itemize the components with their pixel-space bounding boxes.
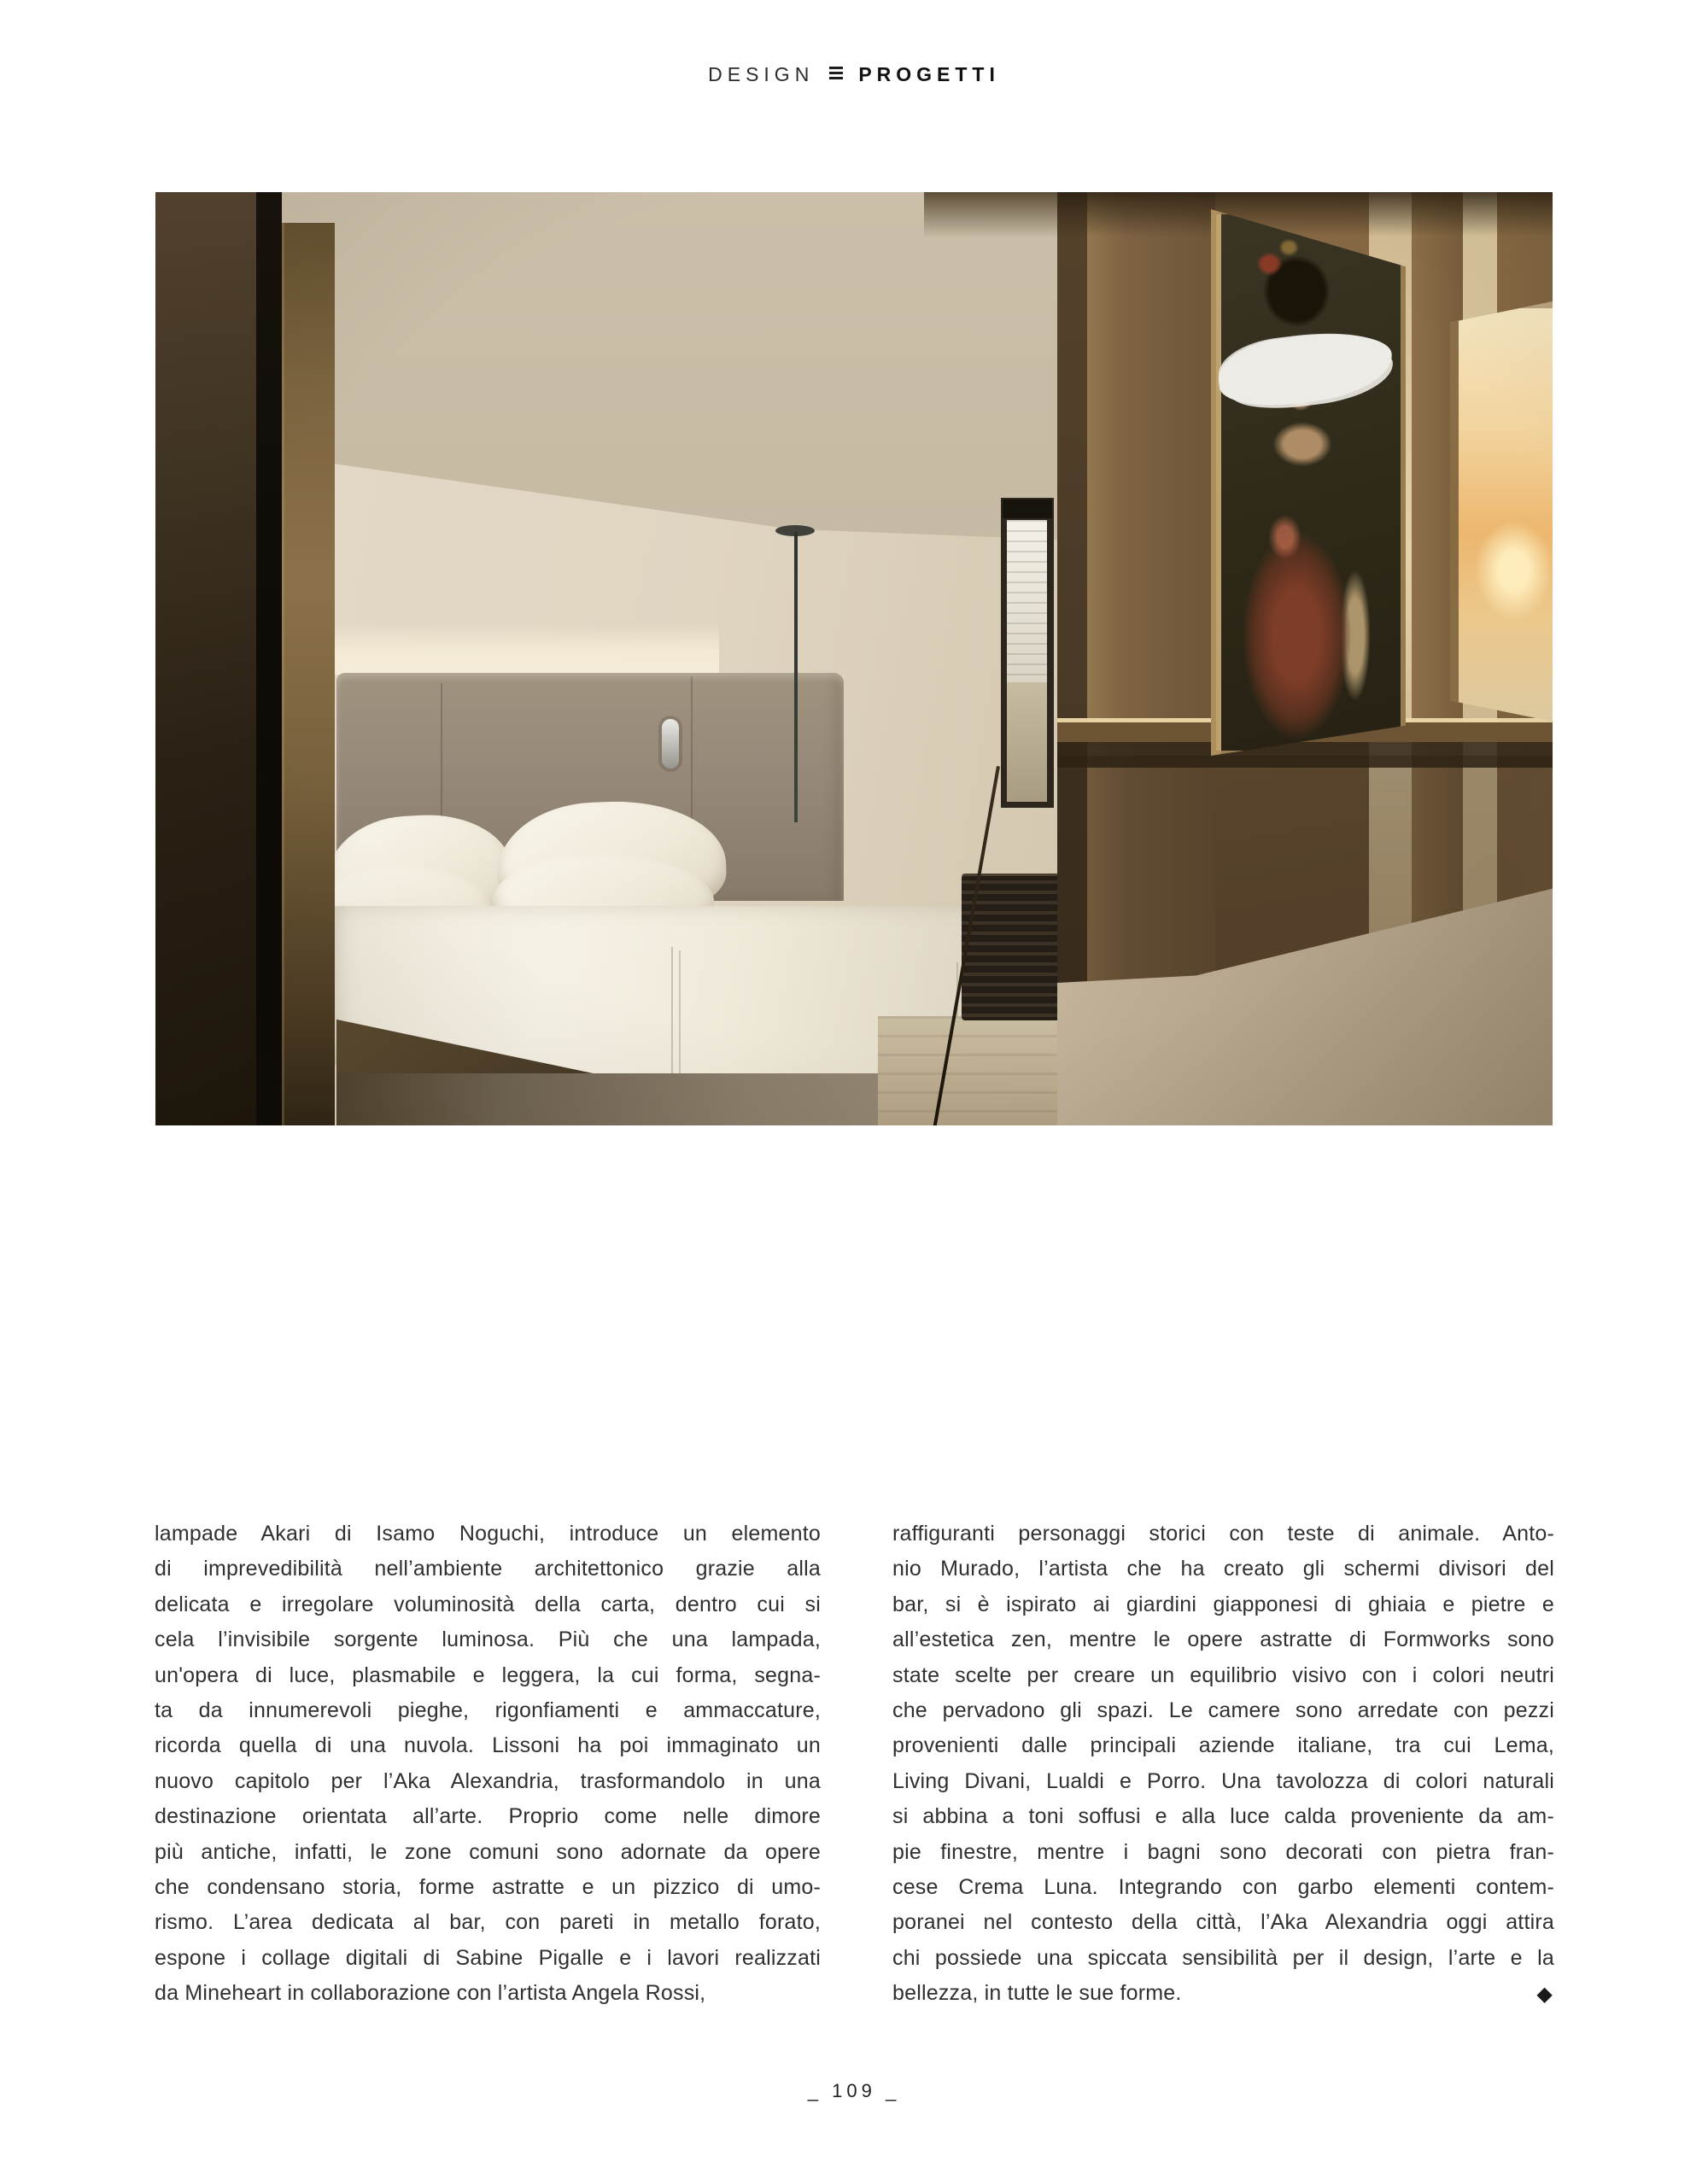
article-line: delicata e irregolare voluminosità della carta, dentro cui si <box>155 1592 821 1616</box>
article-line: destinazione orientata all’arte. Proprio come nelle dimore <box>155 1804 821 1829</box>
article-line: all’estetica zen, mentre le opere astratte di Formworks sono <box>892 1628 1554 1652</box>
article-line: bar, si è ispirato ai giardini giapponesi di ghiaia e pietre e <box>892 1592 1554 1616</box>
article-line: provenienti dalle principali aziende italiane, tra cui Lema, <box>892 1733 1554 1758</box>
article-line: lampade Akari di Isamo Noguchi, introduce un elemento <box>155 1522 821 1546</box>
article-columns <box>155 1517 1554 2011</box>
article-line: cela l’invisibile sorgente luminosa. Più che una lampada, <box>155 1628 821 1652</box>
article-line: che pervadono gli spazi. Le camere sono arredate con pezzi <box>892 1698 1554 1722</box>
photo-vignette <box>155 192 1553 1125</box>
article-line: raffiguranti personaggi storici con teste di animale. Anto- <box>892 1522 1554 1546</box>
article-line: rismo. L’area dedicata al bar, con pareti in metallo forato, <box>155 1910 821 1935</box>
article-line: cese Crema Luna. Integrando con garbo elementi contem- <box>892 1874 1554 1899</box>
bedroom-photo <box>155 192 1553 1125</box>
article-line: espone i collage digitali di Sabine Pigalle e i lavori realizzati <box>155 1945 821 1970</box>
article-line: pie finestre, mentre i bagni sono decorati con pietra fran- <box>892 1839 1554 1864</box>
article-line: da Mineheart in collaborazione con l’artista Angela Rossi, <box>155 1981 706 2006</box>
article-line: più antiche, infatti, le zone comuni sono adornate da opere <box>155 1839 821 1864</box>
article-line: state scelte per creare un equilibrio visivo con i colori neutri <box>892 1663 1554 1687</box>
kicker-section-label: DESIGN <box>708 63 815 85</box>
kicker-subsection-label: PROGETTI <box>858 63 1000 85</box>
article-column-left <box>155 1517 821 2011</box>
article-line: di imprevedibilità nell’ambiente architettonico grazie alla <box>155 1557 821 1581</box>
article-line: si abbina a toni soffusi e alla luce calda proveniente da am- <box>892 1804 1554 1829</box>
article-line: chi possiede una spiccata sensibilità per il design, l’arte e la <box>892 1945 1554 1970</box>
article-line: che condensano storia, forme astratte e un pizzico di umo- <box>155 1874 821 1899</box>
page-number: _ 109 _ <box>807 2080 901 2101</box>
section-separator-icon <box>829 67 843 79</box>
article-end-mark: ◆ <box>1536 1983 1553 2006</box>
article-line: ta da innumerevoli pieghe, rigonfiamenti e ammaccature, <box>155 1698 821 1722</box>
page-kicker <box>0 63 1708 86</box>
article-column-right <box>892 1517 1554 2011</box>
article-line: Living Divani, Lualdi e Porro. Una tavolozza di colori naturali <box>892 1768 1554 1793</box>
article-line: poranei nel contesto della città, l’Aka Alexandria oggi attira <box>892 1910 1554 1935</box>
article-line: nuovo capitolo per l’Aka Alexandria, trasformandolo in una <box>155 1768 821 1793</box>
article-line: un'opera di luce, plasmabile e leggera, la cui forma, segna- <box>155 1663 821 1687</box>
article-line: nio Murado, l’artista che ha creato gli schermi divisori del <box>892 1557 1554 1581</box>
article-line: ricorda quella di una nuvola. Lissoni ha poi immaginato un <box>155 1733 821 1758</box>
article-line: bellezza, in tutte le sue forme. <box>892 1981 1182 2006</box>
